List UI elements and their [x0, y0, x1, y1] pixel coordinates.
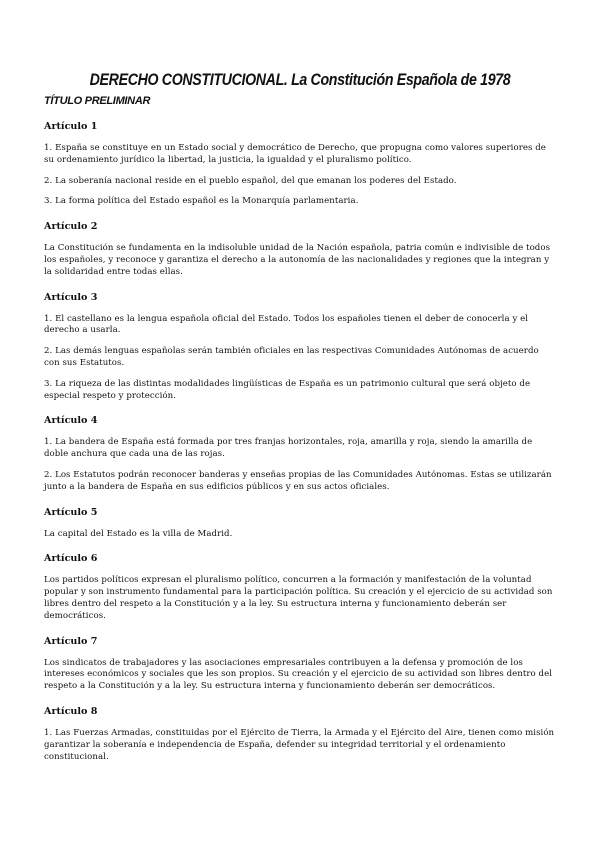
article-paragraph: La Constitución se fundamenta en la indisoluble unidad de la Nación española, patria común e indivisible de todos los españoles, y reconoce y garantiza el derecho a la autonomía de las nacionalidades y regiones que la integran y la solidaridad entre todas ellas.: [44, 243, 551, 277]
article-8: [44, 705, 556, 763]
article-heading: Artículo 4: [44, 415, 98, 427]
article-paragraph: 1. Las Fuerzas Armadas, constituidas por el Ejército de Tierra, la Armada y el Ejército del Aire, tienen como misión garantizar la soberanía e independencia de España, defender su integridad territorial y el ordenamiento constitucional.: [44, 727, 555, 762]
article-3: [44, 291, 556, 403]
article-paragraph: Los partidos políticos expresan el pluralismo político, concurren a la formación y manifestación de la voluntad popular y son instrumento fundamental para la participación política. Su creación y el ejercicio de su actividad son libres dentro del respeto a la Constitución y a la ley. Su estructura interna y funcionamiento deberán ser democráticos.: [44, 575, 553, 621]
article-5: [44, 506, 556, 541]
article-paragraph: 2. Los Estatutos podrán reconocer banderas y enseñas propias de las Comunidades Autónomas. Estas se utilizarán junto a la bandera de España en sus edificios públicos y en sus actos oficiales.: [44, 469, 552, 492]
article-1: [44, 120, 556, 208]
article-paragraph: 1. La bandera de España está formada por tres franjas horizontales, roja, amarilla y roja, siendo la amarilla de doble anchura que cada una de las rojas.: [44, 437, 533, 460]
article-paragraph: 1. El castellano es la lengua española oficial del Estado. Todos los españoles tienen el deber de conocerla y el derecho a usarla.: [44, 313, 529, 336]
article-heading: Artículo 3: [44, 291, 98, 303]
article-paragraph: La capital del Estado es la villa de Madrid.: [44, 528, 233, 539]
article-heading: Artículo 6: [44, 553, 98, 565]
article-paragraph: 2. La soberanía nacional reside en el pueblo español, del que emanan los poderes del Estado.: [44, 175, 457, 186]
article-heading: Artículo 2: [44, 221, 98, 233]
article-7: [44, 635, 556, 693]
article-paragraph: 3. La forma política del Estado español es la Monarquía parlamentaria.: [44, 196, 359, 207]
article-paragraph: Los sindicatos de trabajadores y las asociaciones empresariales contribuyen a la defensa y promoción de los intereses económicos y sociales que les son propios. Su creación y el ejercicio de su actividad son libres dentro del respeto a la Constitución y a la ley. Su estructura interna y funcionamiento deberán ser democráticos.: [44, 657, 553, 692]
article-heading: Artículo 1: [44, 121, 98, 132]
article-heading: Artículo 7: [44, 635, 98, 647]
article-paragraph: 2. Las demás lenguas españolas serán también oficiales en las respectivas Comunidades Autónomas de acuerdo con sus Estatutos.: [44, 346, 539, 368]
document-title: DERECHO CONSTITUCIONAL. La Constitución Española de 1978: [89, 71, 511, 89]
section-title: TÍTULO PRELIMINAR: [44, 95, 151, 107]
article-2: [44, 220, 556, 278]
article-paragraph: 1. España se constituye en un Estado social y democrático de Derecho, que propugna como valores superiores de su ordenamiento jurídico la libertad, la justicia, la igualdad y el pluralismo político.: [44, 143, 546, 165]
article-paragraph: 3. La riqueza de las distintas modalidades lingüísticas de España es un patrimonio cultural que será objeto de especial respeto y protección.: [44, 378, 531, 401]
article-4: [44, 414, 556, 493]
article-heading: Artículo 8: [44, 705, 98, 717]
article-6: [44, 552, 556, 622]
article-heading: Artículo 5: [44, 506, 98, 518]
